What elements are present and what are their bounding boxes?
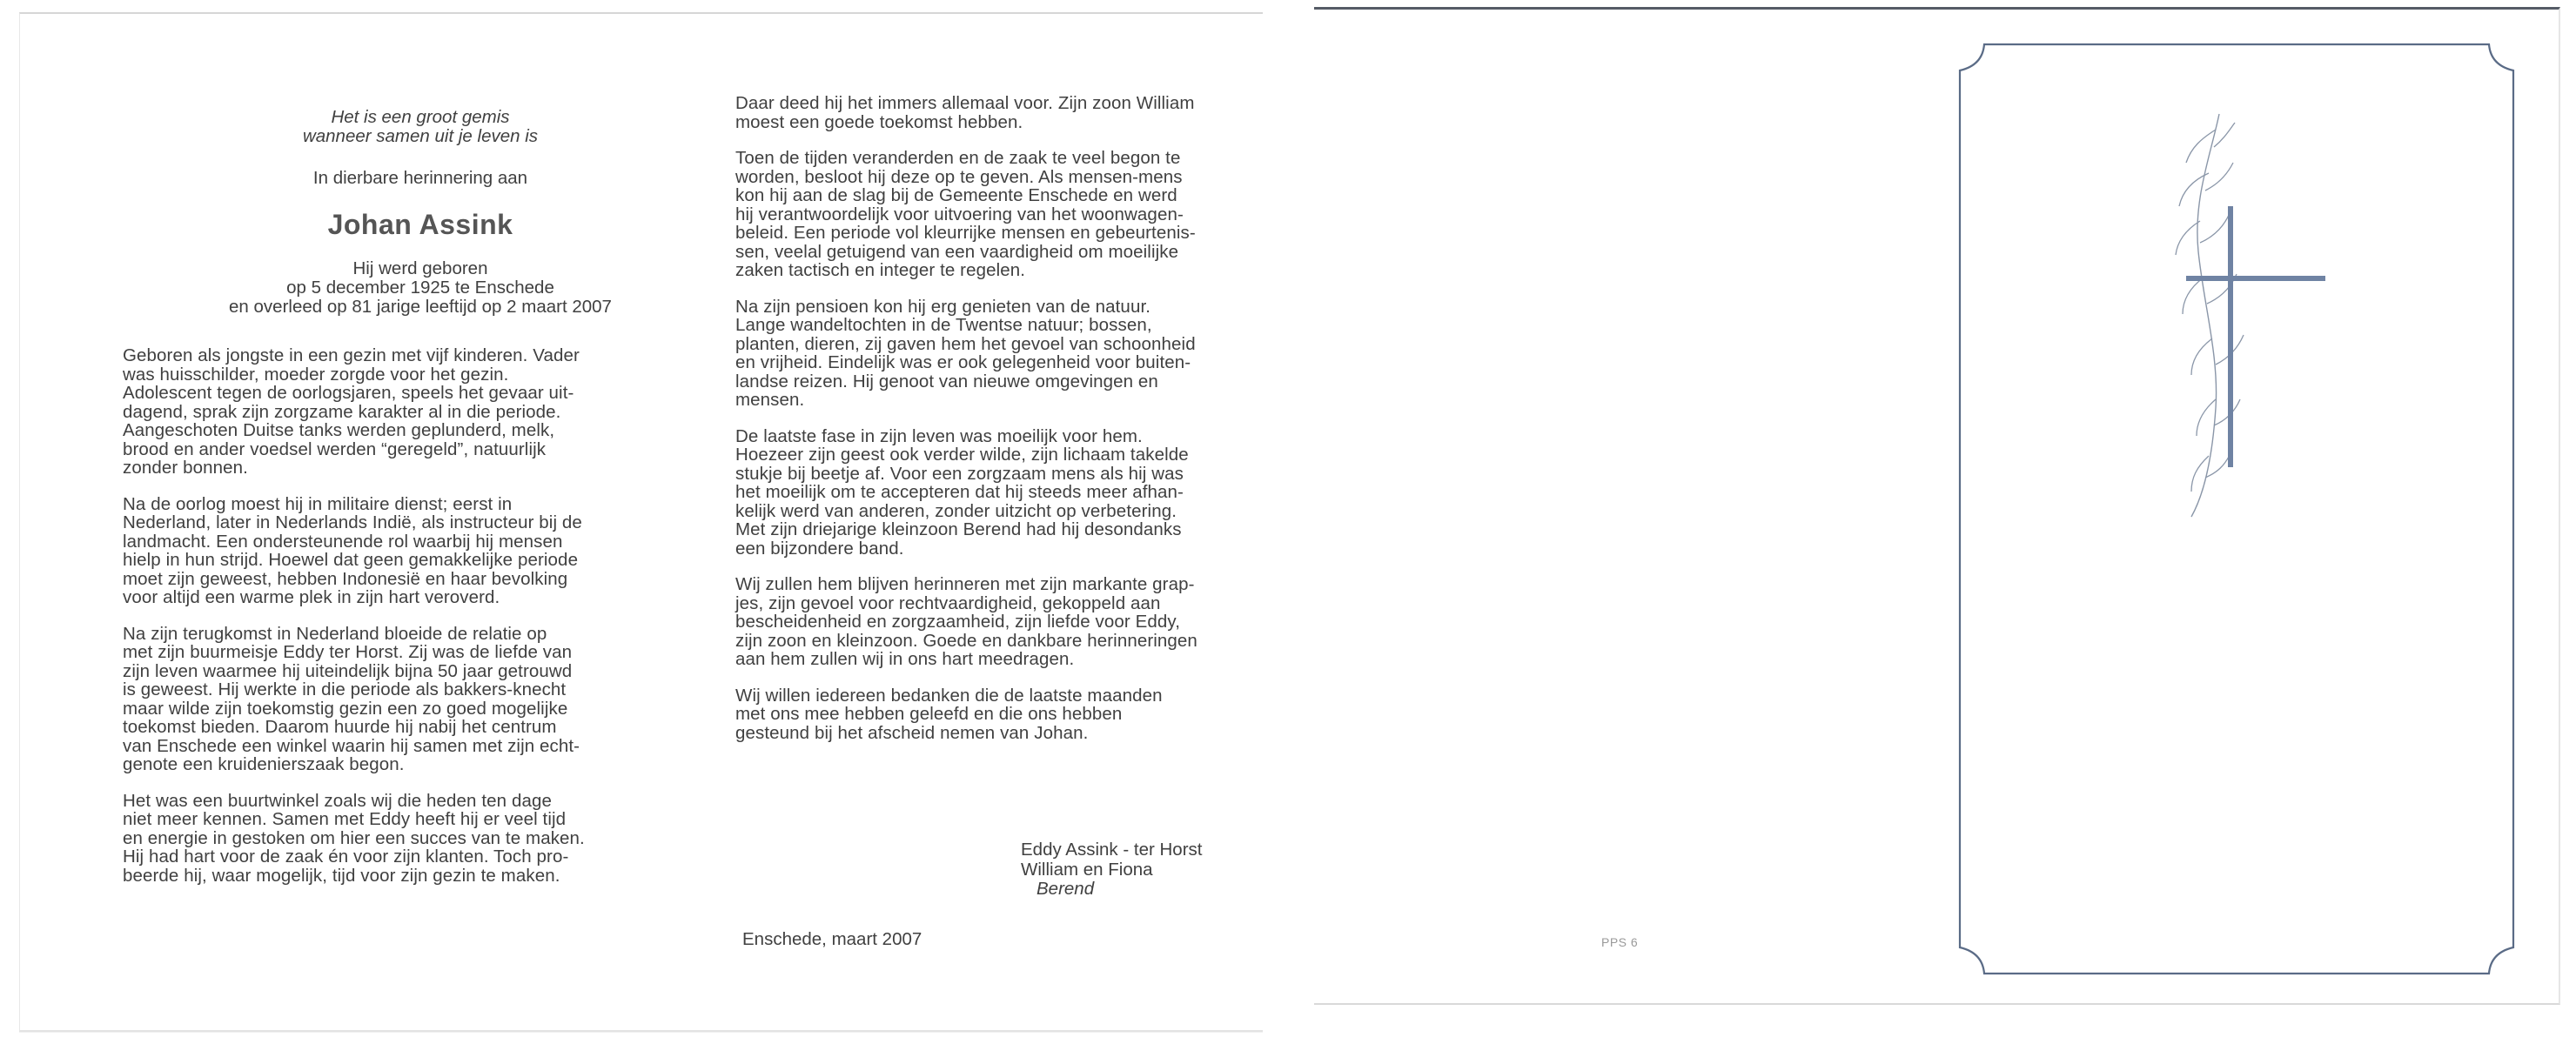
birth-death-lines: Hij werd geboren op 5 december 1925 te Enschede en overleed op 81 jarige leeftijd op 2 maart 2007: [229, 258, 612, 317]
signature-line: Eddy Assink - ter Horst: [1021, 840, 1203, 860]
cover-page: [1314, 7, 2560, 1005]
motto-text: Het is een groot gemis wanneer samen uit je leven is: [302, 107, 539, 146]
print-code: PPS 6: [1601, 935, 1639, 949]
paragraph: Na zijn pensioen kon hij erg genieten van de natuur. Lange wandeltochten in de Twentse natuur; bossen, planten, dieren, zij gaven hem het gevoel van schoonheid en vrijheid. Eindelijk was er ook gelegenheid voor buiten- landse reizen. Hij genoot van nieuwe omgevingen en mensen.: [735, 296, 1196, 410]
decorative-frame: [1958, 43, 2515, 975]
signature-line: William en Fiona: [1021, 859, 1153, 880]
memorial-text-page: [19, 12, 1263, 1032]
paragraph: Het was een buurtwinkel zoals wij die heden ten dage niet meer kennen. Samen met Eddy heeft hij er veel tijd en energie in gestoken om hier een succes van te maken. Hij had hart voor de zaak én voor zijn klanten. Toch pro- beerde hij, waar mogelijk, tijd voor zijn gezin te maken.: [123, 790, 585, 886]
paragraph: Wij willen iedereen bedanken die de laatste maanden met ons mee hebben geleefd en die ons hebben gesteund bij het afscheid nemen van Johan.: [735, 685, 1163, 743]
signature-block: [1021, 840, 1202, 900]
signature-line: Berend: [1036, 879, 1095, 899]
paragraph: Geboren als jongste in een gezin met vijf kinderen. Vader was huisschilder, moeder zorgde voor het gezin. Adolescent tegen de oorlogsjaren, speels het gevaar uit- dagend, sprak zijn zorgzame karakter al in die periode. Aangeschoten Duitse tanks werden geplunderd, melk, brood en ander voedsel werden “geregeld”, natuurlijk zonder bonnen.: [123, 345, 580, 478]
place-date: Enschede, maart 2007: [742, 929, 922, 949]
cross-with-palm-branch-icon: [2176, 114, 2325, 517]
paragraph: Na zijn terugkomst in Nederland bloeide de relatie op met zijn buurmeisje Eddy ter Horst. Zij was de liefde van zijn leven waarmee hij uiteindelijk bijna 50 jaar getrouwd is geweest. Hij werkte in die periode als bakkers-knecht maar wilde zijn toekomstig gezin een zo goed mogelijke toekomst bieden. Daarom huurde hij nabij het centrum van Enschede een winkel waarin hij samen met zijn echt- genote een kruidenierszaak begon.: [123, 623, 580, 774]
paragraph: Na de oorlog moest hij in militaire dienst; eerst in Nederland, later in Nederlands Indië, als instructeur bij de landmacht. Een ondersteunende rol waarbij hij mensen hielp in hun strijd. Hoewel dat geen gemakkelijke periode moet zijn geweest, hebben Indonesië en haar bevolking voor altijd een warme plek in zijn hart veroverd.: [123, 493, 582, 607]
text-column-right: [735, 94, 1240, 760]
text-column-left: [123, 346, 619, 902]
paragraph: De laatste fase in zijn leven was moeilijk voor hem. Hoezeer zijn geest ook verder wilde, zijn lichaam takelde stukje bij beetje af. Voor een zorgzaam mens als hij was het moeilijk om te accepteren dat hij steeds meer afhan- kelijk werd van anderen, zonder uitzicht op verbetering. Met zijn driejarige kleinzoon Berend had hij desondanks een bijzondere band.: [735, 425, 1189, 559]
paragraph: Wij zullen hem blijven herinneren met zijn markante grap- jes, zijn gevoel voor rechtvaardigheid, gekoppeld aan bescheidenheid en zorgzaamheid, zijn liefde voor Eddy, zijn zoon en kleinzoon. Goede en dankbare herinneringen aan hem zullen wij in ons hart meedragen.: [735, 574, 1197, 669]
paragraph: Daar deed hij het immers allemaal voor. Zijn zoon William moest een goede toekomst hebben.: [735, 93, 1195, 132]
memory-line: In dierbare herinnering aan: [312, 168, 528, 188]
paragraph: Toen de tijden veranderden en de zaak te veel begon te worden, besloot hij deze op te geven. Als mensen-mens kon hij aan de slag bij de Gemeente Enschede en werd hij verantwoordelijk voor uitvoering van het woonwagen- beleid. Een periode vol kleurrijke mensen en gebeurtenis- sen, veelal getuigend van een vaardigheid om moeilijke zaken tactisch en integer te regelen.: [735, 148, 1196, 280]
deceased-name: Johan Assink: [327, 209, 513, 240]
